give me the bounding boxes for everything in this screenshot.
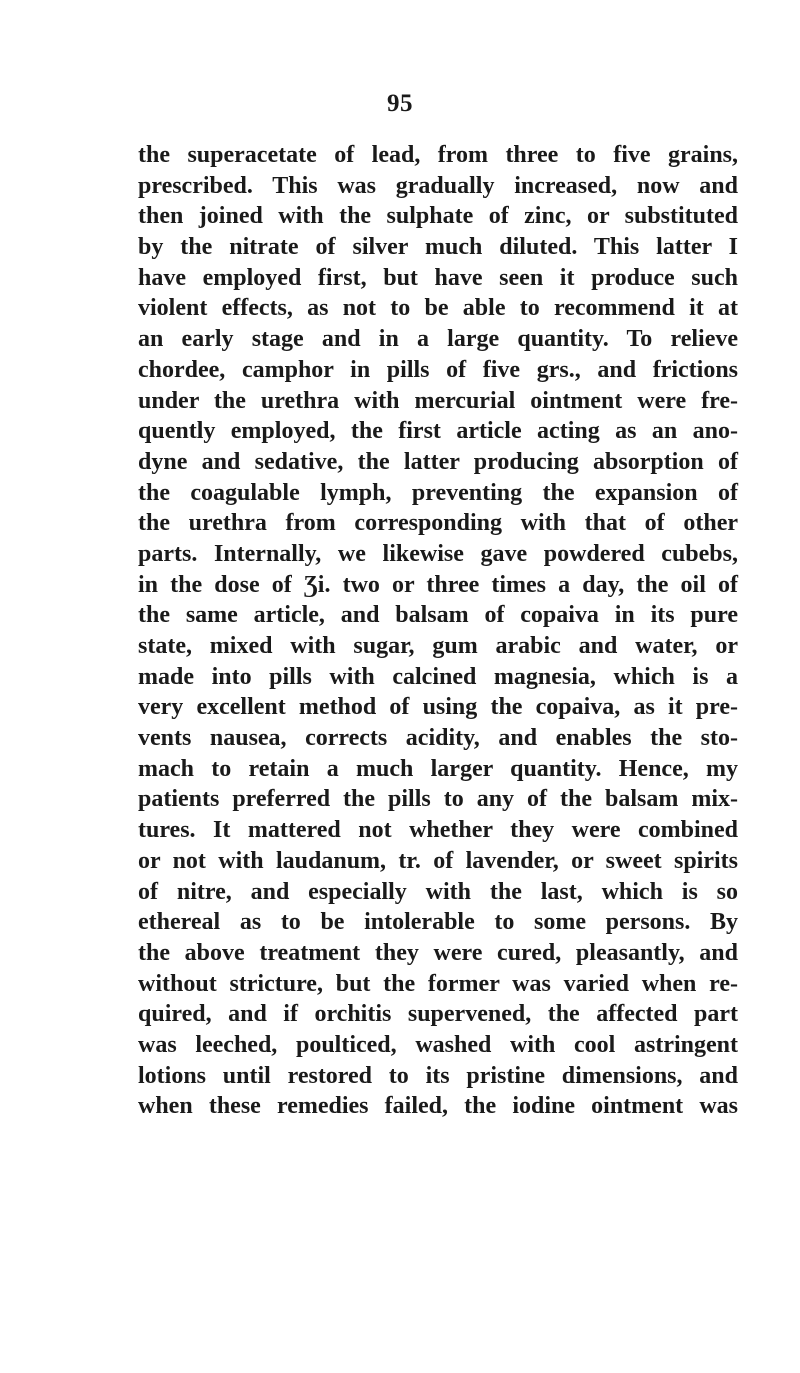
- text-line: quired, and if orchitis supervened, the affected part: [138, 1001, 738, 1028]
- text-line: mach to retain a much larger quantity. Hence, my: [138, 755, 738, 782]
- text-line: the superacetate of lead, from three to five grains,: [138, 142, 738, 168]
- text-line: chordee, camphor in pills of five grs., and frictions: [138, 356, 738, 383]
- text-line: in the dose of Ʒi. two or three times a day, the oil of: [138, 571, 738, 598]
- page-number: 95: [387, 90, 413, 117]
- text-line: was leeched, poulticed, washed with cool astringent: [138, 1031, 738, 1058]
- text-line: then joined with the sulphate of zinc, or substituted: [138, 203, 738, 230]
- text-line: under the urethra with mercurial ointment were fre-: [138, 387, 738, 414]
- text-line: violent effects, as not to be able to recommend it at: [138, 295, 738, 322]
- text-line: state, mixed with sugar, gum arabic and water, or: [138, 633, 738, 659]
- text-line: without stricture, but the former was varied when re-: [138, 970, 738, 997]
- text-line: lotions until restored to its pristine dimensions, and: [138, 1062, 738, 1089]
- text-line: very excellent method of using the copaiva, as it pre-: [138, 694, 738, 721]
- text-line: vents nausea, corrects acidity, and enables the sto-: [138, 725, 738, 752]
- body-text: [138, 140, 738, 1122]
- text-line: when these remedies failed, the iodine ointment was: [138, 1093, 738, 1120]
- text-line: the same article, and balsam of copaiva in its pure: [138, 602, 738, 629]
- text-line: tures. It mattered not whether they were combined: [138, 817, 738, 844]
- text-line: of nitre, and especially with the last, which is so: [138, 878, 738, 905]
- text-line: patients preferred the pills to any of the balsam mix-: [138, 786, 738, 813]
- text-line: the urethra from corresponding with that of other: [138, 510, 738, 537]
- text-line: by the nitrate of silver much diluted. This latter I: [138, 234, 738, 261]
- text-line: made into pills with calcined magnesia, which is a: [138, 663, 738, 690]
- text-line: dyne and sedative, the latter producing absorption of: [138, 448, 738, 475]
- text-line: the coagulable lymph, preventing the expansion of: [138, 479, 738, 506]
- text-line: or not with laudanum, tr. of lavender, or sweet spirits: [138, 847, 738, 874]
- text-line: parts. Internally, we likewise gave powdered cubebs,: [138, 540, 738, 567]
- text-line: an early stage and in a large quantity. To relieve: [138, 326, 738, 353]
- text-line: have employed first, but have seen it produce such: [138, 264, 738, 291]
- text-line: ethereal as to be intolerable to some persons. By: [138, 909, 738, 936]
- text-line: prescribed. This was gradually increased, now and: [138, 172, 738, 199]
- text-line: quently employed, the first article acting as an ano-: [138, 418, 738, 445]
- text-line: the above treatment they were cured, pleasantly, and: [138, 939, 738, 966]
